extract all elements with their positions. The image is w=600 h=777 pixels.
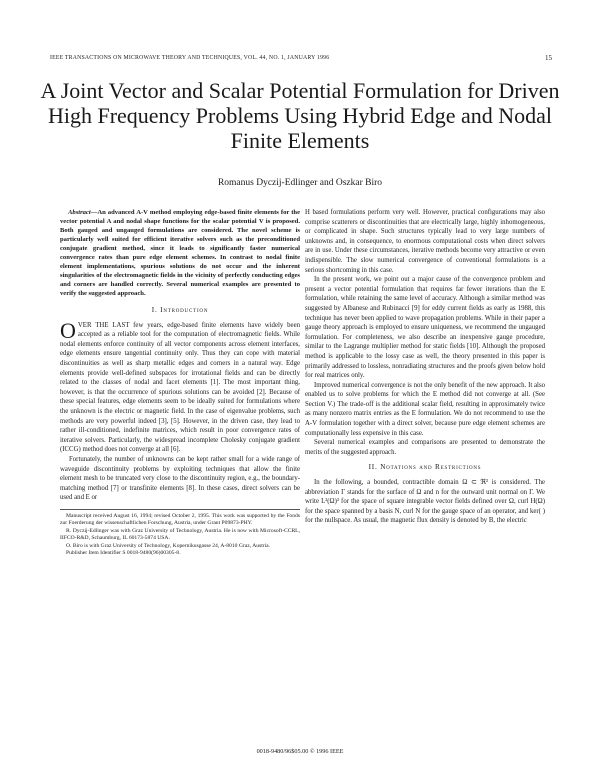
footnote-manuscript: Manuscript received August 16, 1994; revised October 2, 1995. This work was supported by the Fonds zur Foerderung der wissenschaftlichen Forschung, Austria, under Grant P09873-PHY. [60,512,300,527]
running-head: IEEE TRANSACTIONS ON MICROWAVE THEORY AND TECHNIQUES, VOL. 44, NO. 1, JANUARY 1996 [50,55,330,61]
copyright-line: 0018-9480/96$05.00 © 1996 IEEE [256,748,344,755]
footnotes [60,509,300,557]
intro-paragraph-1-text: VER THE LAST few years, edge-based finite elements have widely been accepted as a reliable tool for the computation of electromagnetic fields. While nodal elements enforce continuity of all vector components across element interfaces, edge elements ensure tangential continuity only. Thus they can cope with material discontinuities as well as sharp metallic edges and corners in a natural way. Edge elements provide well-defined subspaces for irrotational fields and can be directly related to the classes of nodal and facet elements [1]. The most important thing, however, is that the occurrence of spurious solutions can be avoided [2]. Because of these special features, edge elements seem to be ideally suited for formulations where the unknown is the electric or magnetic field. In the case of eigenvalue problems, such methods are very powerful indeed [3], [5]. However, in the driven case, they lead to rather ill-conditioned, indefinite matrices, which result in poor convergence rates of iterative solvers. Particularly, the widespread incomplete Cholesky conjugate gradient (ICCG) method does not converge at all [6]. [60,321,300,454]
abstract-text: An advanced A-V method employing edge-based finite elements for the vector potential A and nodal shape functions for the scalar potential V is proposed. Both gauged and ungauged formulations are considered. The novel scheme is particularly well suited for efficient iterative solvers such as the preconditioned conjugate gradient method, since it leads to significantly faster numerical convergence rates than pure edge element schemes. In contrast to nodal finite element implementations, spurious solutions do not occur and the inherent singularities of the electromagnetic fields in the vicinity of perfectly conducting edges and corners are handled correctly. Several numerical examples are presented to verify the suggested approach. [60,209,300,297]
section-heading-notations: II. Notations and Restrictions [368,463,482,472]
abstract-lead: Abstract— [68,209,98,216]
footnote-author-1: R. Dyczij-Edlinger was with Graz University of Technology, Austria. He is now with Microsoft-CCRL, IIFCO-R&D, Schaumburg, IL 60173-5874 USA. [60,527,300,542]
footnote-author-2: O. Biro is with Graz University of Technology, Kopernikusgasse 24, A-8010 Graz, Austria. [66,542,271,549]
right-paragraph-4: Several numerical examples and comparisons are presented to demonstrate the merits of the suggested approach. [305,439,545,456]
page-number: 15 [545,54,552,62]
dropcap-letter: O [60,317,76,343]
right-column [305,208,545,526]
left-column [60,208,300,557]
notation-paragraph: In the following, a bounded, contractible domain Ω ⊂ ℜ³ is considered. The abbreviation Γ stands for the surface of Ω and n for the outward unit normal on Γ. We write L²(Ω)³ for the space of square integrable vector fields defined over Ω, curl H(Ω) for the space spanned by a basis N, curl N for the gauge space of an operator, and ker( ) for the nullspace. As usual, the magnetic flux density is denoted by B, the electric [305,479,545,525]
right-paragraph-1: H based formulations perform very well. However, practical configurations may also comprise scatterers or discontinuities that are electrically large, highly inhomogeneous, or complicated in shape. Such structures typically lead to very large numbers of unknowns and, in consequence, to enormous computational costs when direct solvers are in use. Under these circumstances, iterative methods become very attractive or even indispensible. The slow numerical convergence of conventional formulations is a serious shortcoming in this case. [305,209,545,274]
right-paragraph-3: Improved numerical convergence is not the only benefit of the new approach. It also enabled us to solve problems for which the E method did not converge at all. (See Section V.) The trade-off is the additional scalar field, resulting in approximately twice as many nonzero matrix entries as the E formulation. We do not recommend to use the A-V formulation together with a direct solver, because pure edge element schemes are computationally less expensive in this case. [305,381,545,437]
footnote-publisher-id: Publisher Item Identifier S 0018-9480(96)00305-8. [66,549,181,556]
abstract [60,208,300,298]
paper-authors: Romanus Dyczij-Edlinger and Oszkar Biro [217,178,383,188]
intro-paragraph-2: Fortunately, the number of unknowns can be kept rather small for a wide range of waveguide discontinuity problems by exploiting techniques that allow the finite element mesh to be truncated very close to the discontinuity region, e.g., the boundary-matching method [7] or transfinite elements [8]. In these cases, direct solvers can be used and E or [60,455,300,502]
right-paragraph-2: In the present work, we point out a major cause of the convergence problem and present a vector potential formulation that requires far fewer iterations than the E formulation, while retaining the same level of accuracy. Although a similar method was suggested by Albanese and Rubinacci [9] for eddy current fields as early as 1988, this technique has never been applied to wave propagation problems. While in their paper a gauge theory approach is employed to ensure uniqueness, we recommend the ungauged formulation. For completeness, we also describe an inexpensive gauge procedure, similar to the Lagrange multiplier method for static fields [10]. Although the proposed method is applicable to the lossy case as well, the theory presented in this paper is primarily addressed to lossless, nonradiating structures and the proofs given below hold for real matrices only. [305,276,545,380]
intro-paragraph-1 [60,317,300,455]
paper-title: A Joint Vector and Scalar Potential Formulation for Driven High Frequency Problems Using Hybrid Edge and Nodal Finite Elements [40,78,560,153]
section-heading-introduction: I. Introduction [151,306,209,314]
